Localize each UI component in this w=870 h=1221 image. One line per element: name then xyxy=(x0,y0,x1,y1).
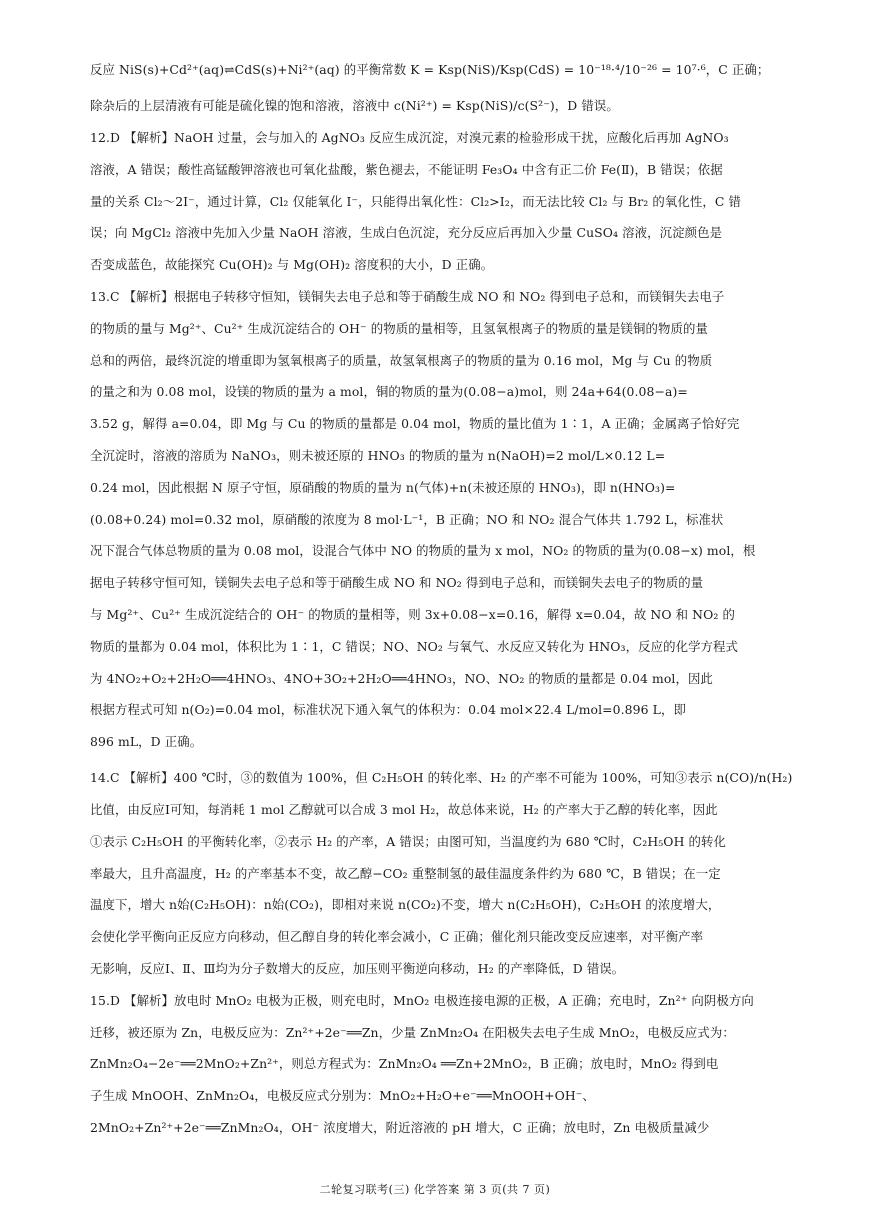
text-line: ①表示 C₂H₅OH 的平衡转化率，②表示 H₂ 的产率，A 错误；由图可知，当温度约为 680 ℃时，C₂H₅OH 的转化 xyxy=(90,833,726,849)
text-line: 况下混合气体总物质的量为 0.08 mol，设混合气体中 NO 的物质的量为 x mol，NO₂ 的物质的量为(0.08−x) mol，根 xyxy=(90,543,756,559)
text-line: 0.24 mol，因此根据 N 原子守恒，原硝酸的物质的量为 n(气体)+n(未被还原的 HNO₃)，即 n(HNO₃)= xyxy=(90,479,676,495)
text-line: 物质的量都为 0.04 mol，体积比为 1∶1，C 错误；NO、NO₂ 与氧气、水反应又转化为 HNO₃，反应的化学方程式 xyxy=(90,638,739,654)
text-line: 否变成蓝色，故能探究 Cu(OH)₂ 与 Mg(OH)₂ 溶度积的大小，D 正确。 xyxy=(90,257,494,273)
text-line: 的物质的量与 Mg²⁺、Cu²⁺ 生成沉淀结合的 OH⁻ 的物质的量相等，且氢氧根离子的物质的量是镁铜的物质的量 xyxy=(90,320,708,336)
text-line: 率最大，且升高温度，H₂ 的产率基本不变，故乙醇−CO₂ 重整制氢的最佳温度条件约为 680 ℃，B 错误；在一定 xyxy=(90,865,721,881)
text-line: 2MnO₂+Zn²⁺+2e⁻══ZnMn₂O₄，OH⁻ 浓度增大，附近溶液的 pH 增大，C 正确；放电时，Zn 电极质量减少 xyxy=(90,1119,710,1135)
text-line: 溶液，A 错误；酸性高锰酸钾溶液也可氧化盐酸，紫色褪去，不能证明 Fe₃O₄ 中含有正二价 Fe(Ⅱ)，B 错误；依据 xyxy=(90,161,723,177)
text-line: 除杂后的上层清液有可能是硫化镍的饱和溶液，溶液中 c(Ni²⁺) = Ksp(NiS)/c(S²⁻)，D 错误。 xyxy=(90,98,619,113)
text-line: 全沉淀时，溶液的溶质为 NaNO₃，则未被还原的 HNO₃ 的物质的量为 n(NaOH)=2 mol/L×0.12 L= xyxy=(90,447,666,463)
text-line: 迁移，被还原为 Zn，电极反应为：Zn²⁺+2e⁻══Zn，少量 ZnMn₂O₄ 在阳极失去电子生成 MnO₂，电极反应式为： xyxy=(90,1024,735,1040)
text-line: 为 4NO₂+O₂+2H₂O══4HNO₃、4NO+3O₂+2H₂O══4HNO₃，NO、NO₂ 的物质的量都是 0.04 mol，因此 xyxy=(90,670,713,686)
text-line: 子生成 MnOOH、ZnMn₂O₄，电极反应式分别为：MnO₂+H₂O+e⁻══MnOOH+OH⁻、 xyxy=(90,1088,595,1104)
text-line: 比值，由反应Ⅰ可知，每消耗 1 mol 乙醇就可以合成 3 mol H₂，故总体来说，H₂ 的产率大于乙醇的转化率，因此 xyxy=(90,801,718,817)
text-line: 误；向 MgCl₂ 溶液中先加入少量 NaOH 溶液，生成白色沉淀，充分反应后再加入少量 CuSO₄ 溶液，沉淀颜色是 xyxy=(90,225,723,241)
text-line: 14.C 【解析】400 ℃时，③的数值为 100%，但 C₂H₅OH 的转化率、H₂ 的产率不可能为 100%，可知③表示 n(CO)/n(H₂) xyxy=(90,769,793,785)
text-line: 根据方程式可知 n(O₂)=0.04 mol，标准状况下通入氧气的体积为：0.04 mol×22.4 L/mol=0.896 L，即 xyxy=(90,702,686,718)
text-line: 3.52 g，解得 a=0.04，即 Mg 与 Cu 的物质的量都是 0.04 mol，物质的量比值为 1∶1，A 正确；金属离子恰好完 xyxy=(90,416,740,432)
text-line: 反应 NiS(s)+Cd²⁺(aq)⇌CdS(s)+Ni²⁺(aq) 的平衡常数 K = Ksp(NiS)/Ksp(CdS) = 10⁻¹⁸·⁴/10⁻²⁶ = 10⁷·⁶，C 正确； xyxy=(90,62,770,77)
text-line: (0.08+0.24) mol=0.32 mol，原硝酸的浓度为 8 mol·L⁻¹，B 正确；NO 和 NO₂ 混合气体共 1.792 L，标准状 xyxy=(90,511,724,527)
text-line: ZnMn₂O₄−2e⁻══2MnO₂+Zn²⁺，则总方程式为：ZnMn₂O₄ ══Zn+2MnO₂，B 正确；放电时，MnO₂ 得到电 xyxy=(90,1056,719,1072)
text-line: 温度下，增大 n始(C₂H₅OH)：n始(CO₂)，即相对来说 n(CO₂)不变，增大 n(C₂H₅OH)，C₂H₅OH 的浓度增大， xyxy=(90,897,721,913)
text-line: 据电子转移守恒可知，镁铜失去电子总和等于硝酸生成 NO 和 NO₂ 得到电子总和，而镁铜失去电子的物质的量 xyxy=(90,575,704,591)
text-line: 896 mL，D 正确。 xyxy=(90,734,203,750)
text-line: 与 Mg²⁺、Cu²⁺ 生成沉淀结合的 OH⁻ 的物质的量相等，则 3x+0.08−x=0.16，解得 x=0.04，故 NO 和 NO₂ 的 xyxy=(90,606,735,622)
page-footer: 二轮复习联考(三) 化学答案 第 3 页(共 7 页) xyxy=(319,1183,551,1196)
text-line: 量的关系 Cl₂～2I⁻，通过计算，Cl₂ 仅能氧化 I⁻，只能得出氧化性：Cl₂>I₂，而无法比较 Cl₂ 与 Br₂ 的氧化性，C 错 xyxy=(90,193,741,209)
text-line: 会使化学平衡向正反应方向移动，但乙醇自身的转化率会减小，C 正确；催化剂只能改变反应速率，对平衡产率 xyxy=(90,929,704,945)
text-line: 总和的两倍，最终沉淀的增重即为氢氧根离子的质量，故氢氧根离子的物质的量为 0.16 mol，Mg 与 Cu 的物质 xyxy=(90,352,713,368)
text-line: 无影响，反应Ⅰ、Ⅱ、Ⅲ均为分子数增大的反应，加压则平衡逆向移动，H₂ 的产率降低，D 错误。 xyxy=(90,960,625,976)
text-line: 的量之和为 0.08 mol，设镁的物质的量为 a mol，铜的物质的量为(0.08−a)mol，则 24a+64(0.08−a)= xyxy=(90,384,688,400)
text-line: 13.C 【解析】根据电子转移守恒知，镁铜失去电子总和等于硝酸生成 NO 和 NO₂ 得到电子总和，而镁铜失去电子 xyxy=(90,288,725,304)
text-line: 15.D 【解析】放电时 MnO₂ 电极为正极，则充电时，MnO₂ 电极连接电源的正极，A 正确；充电时，Zn²⁺ 向阴极方向 xyxy=(90,992,754,1008)
text-line: 12.D 【解析】NaOH 过量，会与加入的 AgNO₃ 反应生成沉淀，对溴元素的检验形成干扰，应酸化后再加 AgNO₃ xyxy=(90,130,729,145)
